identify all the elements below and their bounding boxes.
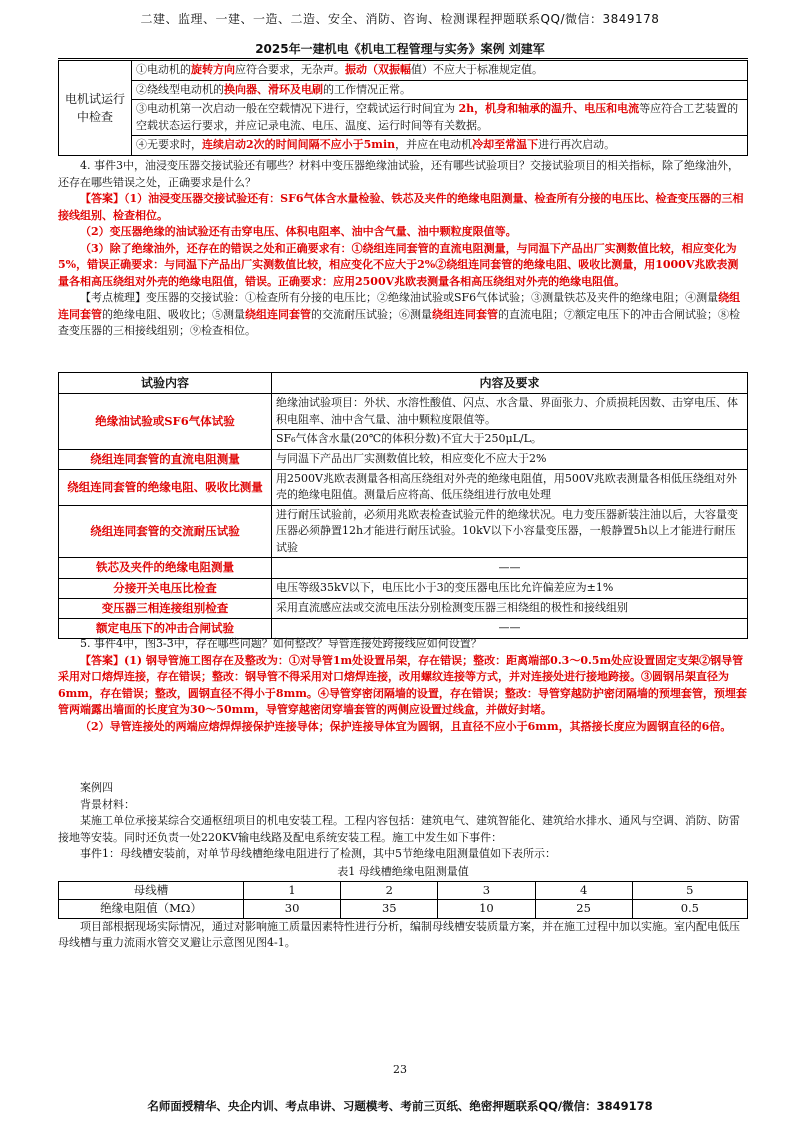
case-4-title: 案例四 bbox=[80, 781, 113, 794]
motor-check-table bbox=[58, 60, 748, 156]
case-4-event-1: 事件1：母线槽安装前，对单节母线槽绝缘电阻进行了检测，其中5节绝缘电阻测量值如下表所示： bbox=[80, 847, 556, 860]
header-divider bbox=[58, 58, 748, 59]
question-5-text: 5. 事件4中，图3-3中，存在哪些问题？如何整改？导管连接处跨接线应如何设置？ bbox=[80, 637, 482, 650]
page-number: 23 bbox=[393, 1063, 407, 1076]
table-header: 试验内容 bbox=[59, 373, 272, 394]
table-row: 母线槽 1 2 3 4 5 bbox=[59, 882, 748, 900]
busbar-resistance-table bbox=[58, 881, 748, 919]
case-4-closing: 项目部根据现场实际情况，通过对影响施工质量因素特性进行分析，编制母线槽安装质量方案，并在施工过程中加以实施。室内配电低压母线槽与重力流雨水管交叉避让示意图见图4-1。 bbox=[58, 919, 740, 949]
table-row: 绝缘电阻值（MΩ） 30 35 10 25 0.5 bbox=[59, 900, 748, 918]
motor-check-row: ①电动机的旋转方向应符合要求，无杂声。振动（双振幅值）不应大于标准规定值。 bbox=[132, 61, 748, 81]
case-4-block bbox=[58, 780, 748, 952]
question-5-answer-2: （2）导管连接处的两端应熔焊焊接保护连接导体；保护连接导体宜为圆钢，且直径不应小于6mm，其搭接长度应为圆钢直径的6倍。 bbox=[80, 719, 732, 733]
table-header: 内容及要求 bbox=[272, 373, 748, 394]
table-caption: 表1 母线槽绝缘电阻测量值 bbox=[337, 864, 469, 878]
motor-check-label: 电机试运行中检查 bbox=[59, 61, 132, 156]
table-row: 铁芯及夹件的绝缘电阻测量 —— bbox=[59, 558, 748, 578]
table-row: 额定电压下的冲击合闸试验 —— bbox=[59, 619, 748, 639]
table-row: 分接开关电压比检查 电压等级35kV以下，电压比小于3的变压器电压比允许偏差应为±1% bbox=[59, 578, 748, 598]
question-4-answer-3: （3）除了绝缘油外，还存在的错误之处和正确要求有：①绕组连同套管的直流电阻测量，与同温下产品出厂实测数值比较，相应变化为5%，错误正确要求：与同温下产品出厂实测数值比较，相应变化不应大于2%②绕组连同套管的绝缘电阻、吸收比测量，用1000V兆欧表测量各相高压绕组对外壳的绝缘电阻值，错误。正确要求：应用2500V兆欧表测量各相高压绕组对外壳的绝缘电阻值。 bbox=[58, 241, 739, 288]
question-4-review: 【考点梳理】变压器的交接试验：①检查所有分接的电压比；②绝缘油试验或SF6气体试验；③测量铁芯及夹件的绝缘电阻；④测量绕组连同套管的绝缘电阻、吸收比；⑤测量绕组连同套管的交流耐压试验；⑥测量绕组连同套管的直流电阻；⑦额定电压下的冲击合闸试验；⑧检查变压器的三相接线组别；⑨检查相位。 bbox=[58, 291, 741, 337]
table-row: 绕组连同套管的直流电阻测量 与同温下产品出厂实测数值比较，相应变化不应大于2% bbox=[59, 449, 748, 469]
motor-check-row: ④无要求时，连续启动2次的时间间隔不应小于5min，并应在电动机冷却至常温下进行再次启动。 bbox=[132, 136, 748, 156]
motor-check-row: ②绕线型电动机的换向器、滑环及电刷的工作情况正常。 bbox=[132, 80, 748, 100]
question-4-answer-1: 【答案】（1）油浸变压器交接试验还有：SF6气体含水量检验、铁芯及夹件的绝缘电阻测量、检查所有分接的电压比、检查变压器的三相接线组别、检查相位。 bbox=[58, 192, 744, 222]
question-4-block bbox=[58, 158, 748, 340]
document-title: 2025年一建机电《机电工程管理与实务》案例 刘建军 bbox=[255, 42, 545, 56]
header-promo-line: 二建、监理、一建、一造、二造、安全、消防、咨询、检测课程押题联系QQ/微信：3849178 bbox=[140, 12, 660, 26]
case-4-intro: 某施工单位承接某综合交通枢纽项目的机电安装工程。工程内容包括：建筑电气、建筑智能化、建筑给水排水、通风与空调、消防、防雷接地等安装。同时还负责一处220KV输电线路及配电系统安装工程。施工中发生如下事件： bbox=[58, 814, 740, 844]
table-row: SF₆气体含水量(20℃的体积分数)不宜大于250μL/L。 bbox=[59, 430, 748, 450]
table-row: 绝缘油试验或SF6气体试验 绝缘油试验项目：外状、水溶性酸值、闪点、水含量、界面张力、介质损耗因数、击穿电压、体积电阻率、油中含气量、油中颗粒度限值等。 bbox=[59, 394, 748, 430]
case-4-background-label: 背景材料： bbox=[80, 797, 135, 811]
question-5-answer-1: 【答案】(1) 钢导管施工图存在及整改为：①对导管1m处设置吊架，存在错误；整改：距离端部0.3～0.5m处应设置固定支架②钢导管采用对口熔焊连接，存在错误；整改：钢导管不得采用对口熔焊连接，改用螺纹连接等方式，并对连接处进行接地跨接。③圆钢吊架直径为6mm，存在错误；整改，圆钢直径不得小于8mm。④导管穿密闭隔墙的设置，存在错误；整改：导管穿越防护密闭隔墙的预埋套管，预埋套管两端露出墙面的长度宜为30～50mm，导管穿越密闭穿墙套管的两侧应设置过线盒，并做好封堵。 bbox=[58, 653, 747, 716]
motor-check-row: ③电动机第一次启动一般在空载情况下进行，空载试运行时间宜为 2h，机身和轴承的温升、电压和电流等应符合工艺装置的空载状态运行要求，并应记录电流、电压、温度、运行时间等有关数据。 bbox=[132, 100, 748, 136]
question-5-block bbox=[58, 636, 748, 735]
table-row: 变压器三相连接组别检查 采用直流感应法或交流电压法分别检测变压器三相绕组的极性和接线组别 bbox=[59, 598, 748, 618]
transformer-test-table bbox=[58, 372, 748, 639]
table-row: 绕组连同套管的绝缘电阻、吸收比测量 用2500V兆欧表测量各相高压绕组对外壳的绝缘电阻值，用500V兆欧表测量各相低压绕组对外壳的绝缘电阻值。测量后应将高、低压绕组进行放电处理 bbox=[59, 469, 748, 505]
question-4-text: 4. 事件3中，油浸变压器交接试验还有哪些？材料中变压器绝缘油试验，还有哪些试验项目？交接试验项目的相关指标，除了绝缘油外，还存在哪些错误之处，正确要求是什么？ bbox=[58, 159, 739, 189]
footer-promo-line: 名师面授精华、央企内训、考点串讲、习题模考、考前三页纸、绝密押题联系QQ/微信：3849178 bbox=[147, 1099, 653, 1113]
table-row: 绕组连同套管的交流耐压试验 进行耐压试验前，必须用兆欧表检查试验元件的绝缘状况。电力变压器新装注油以后，大容量变压器必须静置12h才能进行耐压试验。10kV以下小容量变压器，一般静置5h以上才能进行耐压试验 bbox=[59, 505, 748, 558]
question-4-answer-2: （2）变压器绝缘的油试验还有击穿电压、体积电阻率、油中含气量、油中颗粒度限值等。 bbox=[80, 225, 517, 238]
